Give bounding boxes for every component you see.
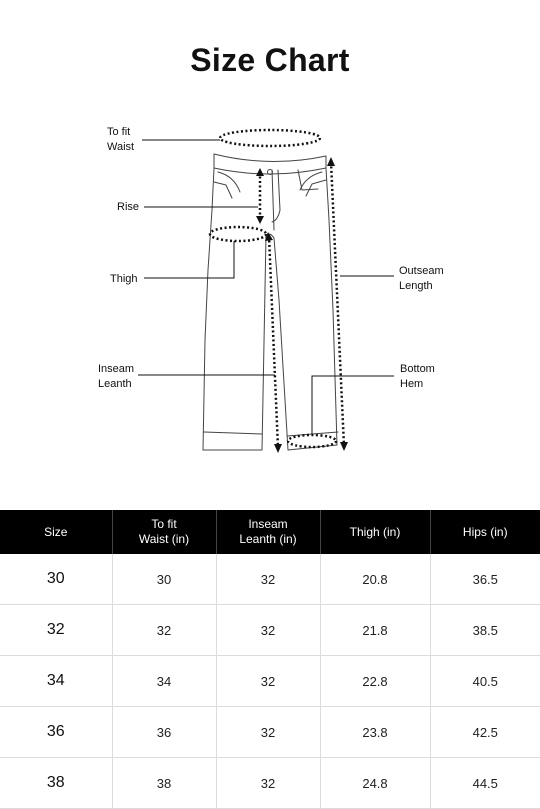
cell-hips: 44.5 bbox=[430, 758, 540, 809]
header-thigh: Thigh (in) bbox=[320, 510, 430, 554]
table-row bbox=[0, 605, 540, 656]
inseam-label: Inseam Leanth bbox=[98, 363, 135, 390]
header-size: Size bbox=[0, 510, 112, 554]
cell-inseam: 32 bbox=[216, 707, 320, 758]
cell-hips: 38.5 bbox=[430, 605, 540, 656]
thigh-label: Thigh bbox=[110, 273, 138, 285]
cell-inseam: 32 bbox=[216, 605, 320, 656]
bottom-hem-label: Bottom Hem bbox=[400, 363, 435, 390]
cell-inseam: 32 bbox=[216, 656, 320, 707]
cell-inseam: 32 bbox=[216, 758, 320, 809]
cell-size: 38 bbox=[0, 758, 112, 809]
table-row bbox=[0, 707, 540, 758]
cell-thigh: 20.8 bbox=[320, 554, 430, 605]
cell-size: 36 bbox=[0, 707, 112, 758]
cell-size: 32 bbox=[0, 605, 112, 656]
cell-thigh: 24.8 bbox=[320, 758, 430, 809]
cell-waist: 34 bbox=[112, 656, 216, 707]
cell-waist: 32 bbox=[112, 605, 216, 656]
table-row bbox=[0, 554, 540, 605]
cell-waist: 36 bbox=[112, 707, 216, 758]
cell-waist: 38 bbox=[112, 758, 216, 809]
waist-label: To fit Waist bbox=[107, 126, 135, 153]
cell-hips: 36.5 bbox=[430, 554, 540, 605]
outseam-label: Outseam Length bbox=[399, 265, 444, 292]
cell-hips: 42.5 bbox=[430, 707, 540, 758]
rise-label: Rise bbox=[117, 201, 140, 213]
cell-waist: 30 bbox=[112, 554, 216, 605]
cell-thigh: 22.8 bbox=[320, 656, 430, 707]
cell-thigh: 21.8 bbox=[320, 605, 430, 656]
table-header-row bbox=[0, 510, 540, 554]
cell-thigh: 23.8 bbox=[320, 707, 430, 758]
cell-size: 30 bbox=[0, 554, 112, 605]
page-title: Size Chart bbox=[190, 42, 350, 78]
header-waist: To fit Waist (in) bbox=[112, 510, 216, 554]
header-hips: Hips (in) bbox=[430, 510, 540, 554]
header-inseam: Inseam Leanth (in) bbox=[216, 510, 320, 554]
pants-illustration bbox=[0, 110, 540, 480]
table-row bbox=[0, 656, 540, 707]
cell-hips: 40.5 bbox=[430, 656, 540, 707]
table-row bbox=[0, 758, 540, 809]
pants-measurement-diagram bbox=[0, 110, 540, 480]
cell-size: 34 bbox=[0, 656, 112, 707]
size-table bbox=[0, 510, 540, 809]
cell-inseam: 32 bbox=[216, 554, 320, 605]
